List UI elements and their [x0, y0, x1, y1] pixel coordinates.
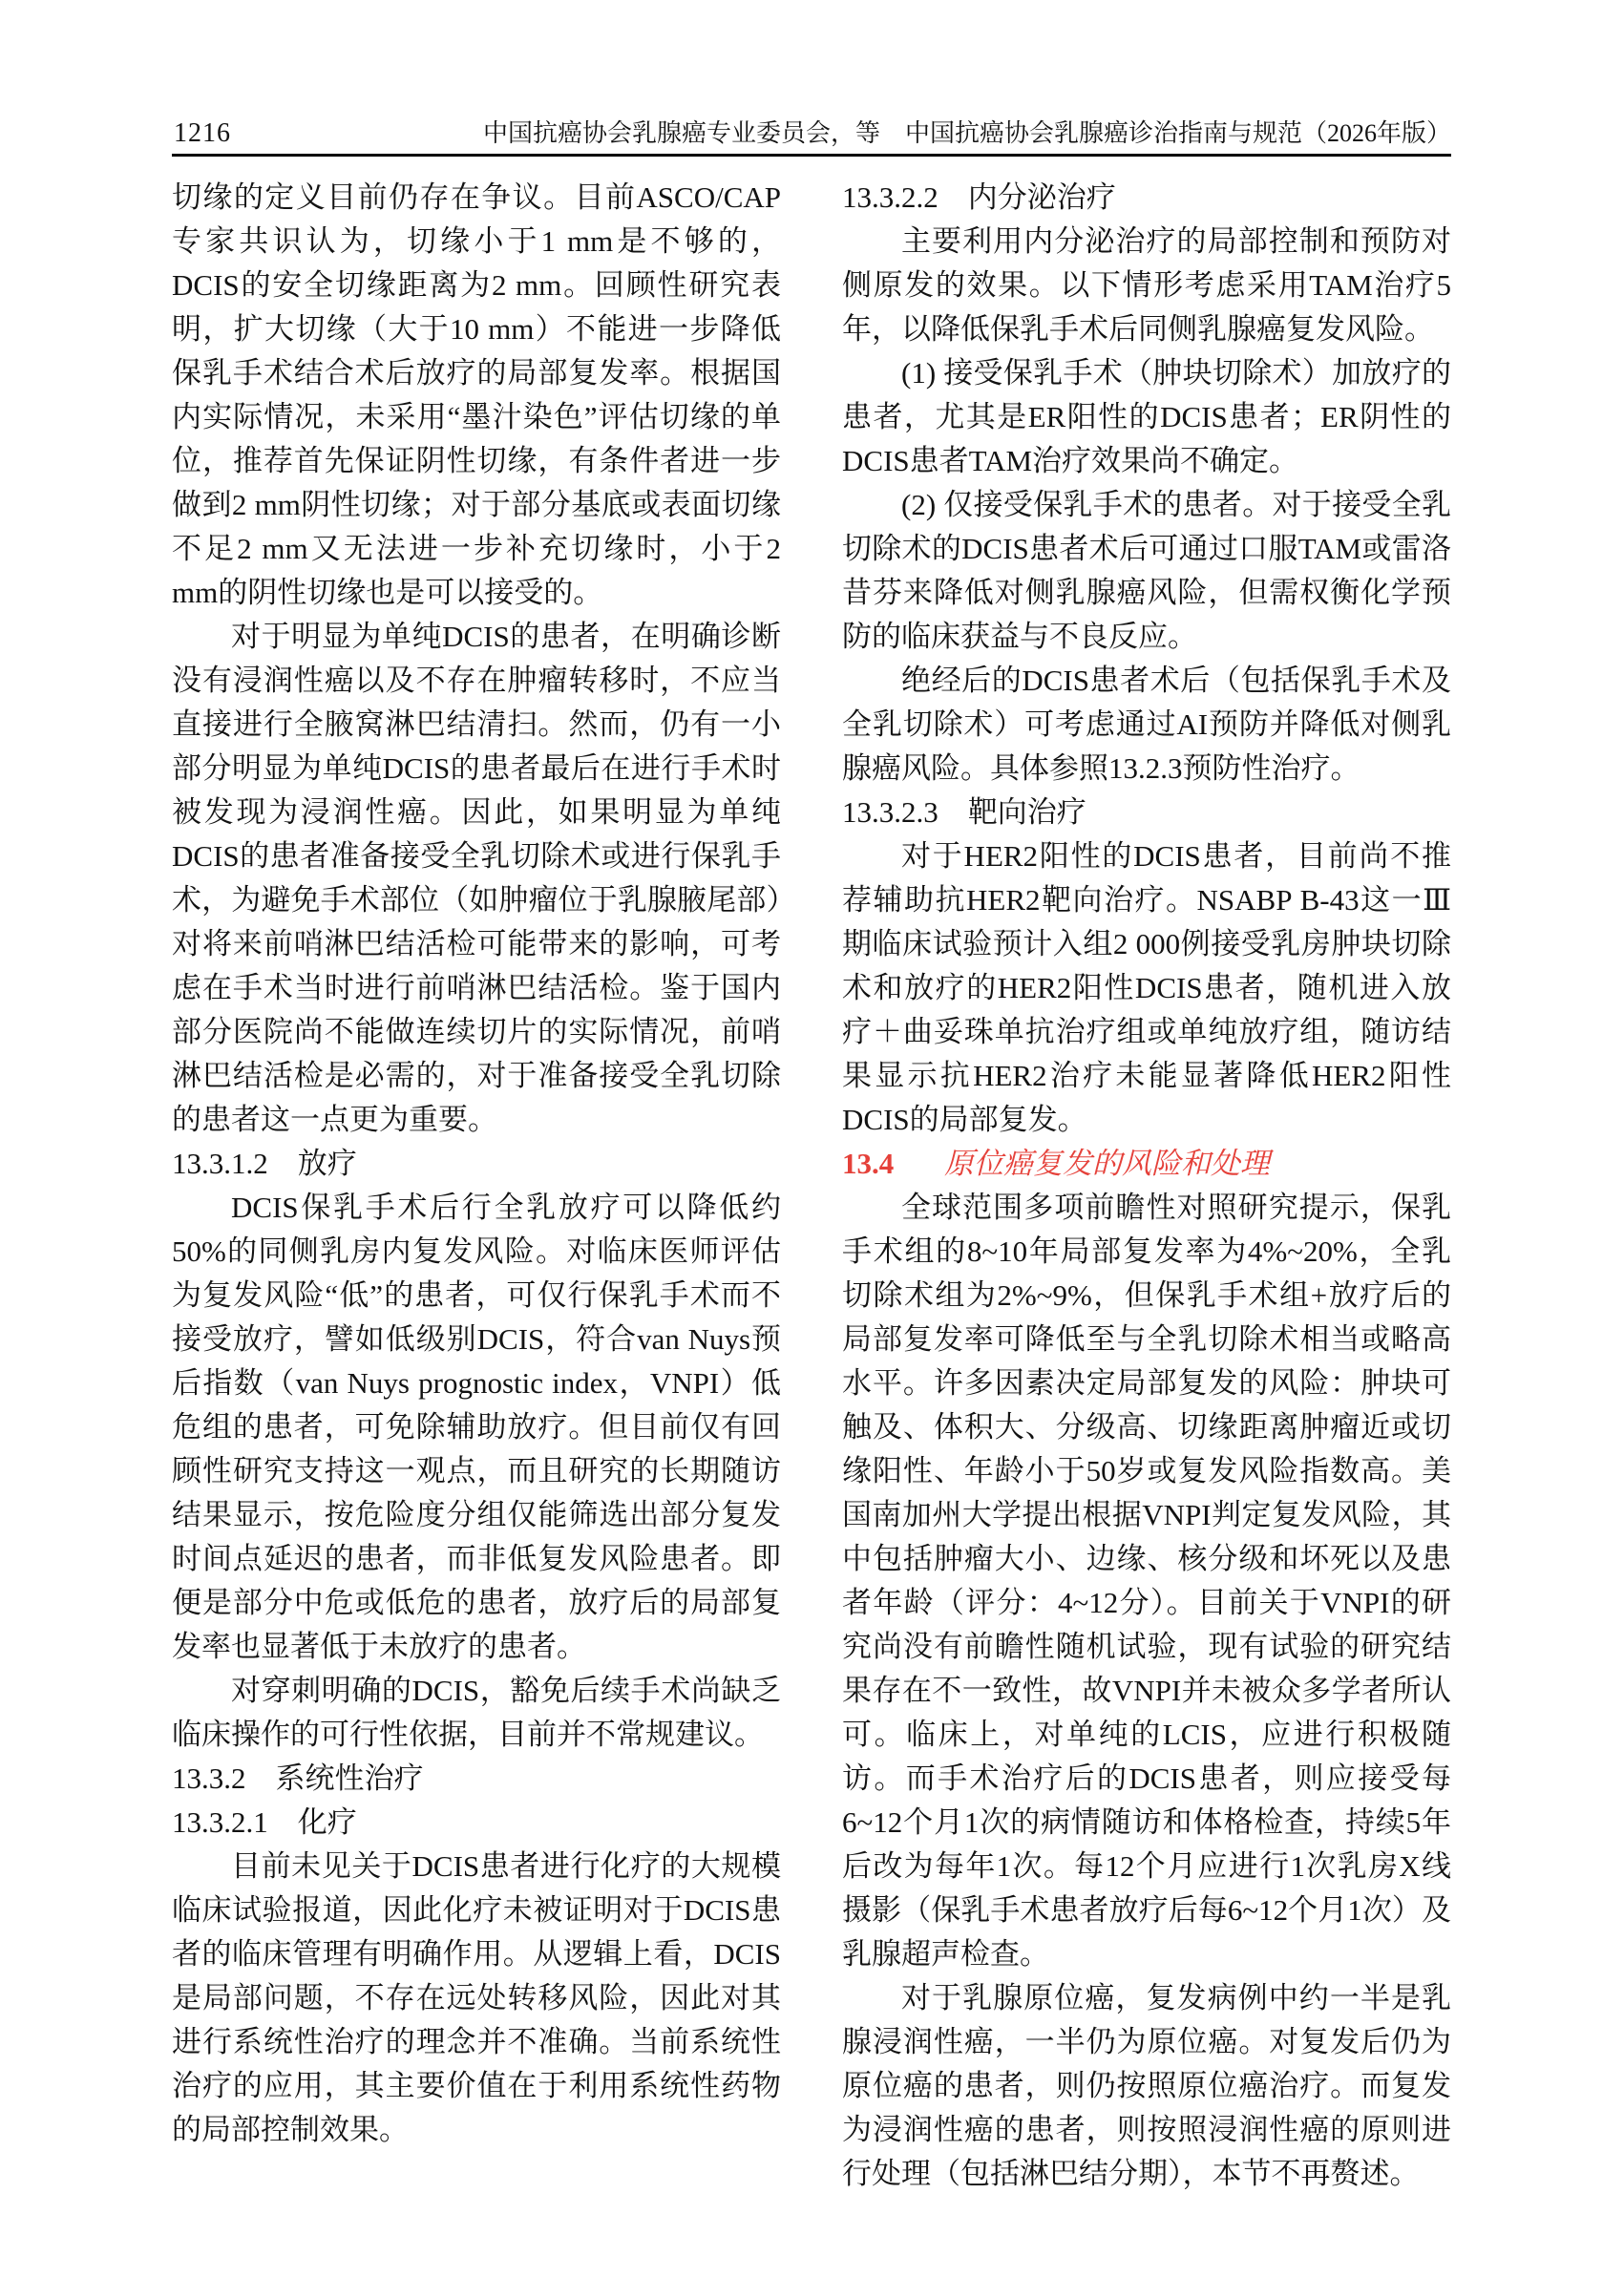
- heading-title: 系统性治疗: [275, 1761, 424, 1795]
- paragraph-her2-targeted-therapy: 对于HER2阳性的DCIS患者，目前尚不推荐辅助抗HER2靶向治疗。NSABP B-43这一Ⅲ期临床试验预计入组2 000例接受乳房肿块切除术和放疗的HER2阳性DCIS患者，随机进入放疗＋曲妥珠单抗治疗组或单纯放疗组，随访结果显示抗HER2治疗未能显著降低HER2阳性DCIS的局部复发。: [842, 839, 1451, 1136]
- heading-number: 13.3.2.1: [172, 1805, 268, 1839]
- running-header: [172, 116, 1451, 153]
- heading-number: 13.3.2.3: [842, 795, 939, 829]
- section-heading-13-3-2-3-targeted-therapy: [842, 791, 1451, 834]
- paragraph-postmenopausal-ai: 绝经后的DCIS患者术后（包括保乳手术及全乳切除术）可考虑通过AI预防并降低对侧乳腺癌风险。具体参照13.2.3预防性治疗。: [842, 664, 1451, 785]
- paragraph-endocrine-overview: 主要利用内分泌治疗的局部控制和预防对侧原发的效果。以下情形考虑采用TAM治疗5年，以降低保乳手术后同侧乳腺癌复发风险。: [842, 224, 1451, 346]
- column-left: [172, 176, 781, 2196]
- paragraph-margin-definition: 切缘的定义目前仍存在争议。目前ASCO/CAP专家共识认为，切缘小于1 mm是不够的，DCIS的安全切缘距离为2 mm。回顾性研究表明，扩大切缘（大于10 mm）不能进一步降低保乳手术结合术后放疗的局部复发率。根据国内实际情况，未采用“墨汁染色”评估切缘的单位，推荐首先保证阴性切缘，有条件者进一步做到2 mm阴性切缘；对于部分基底或表面切缘不足2 mm又无法进一步补充切缘时，小于2 mm的阴性切缘也是可以接受的。: [172, 180, 781, 609]
- paragraph-biopsy-confirmed-dcis: 对穿刺明确的DCIS，豁免后续手术尚缺乏临床操作的可行性依据，目前并不常规建议。: [172, 1674, 781, 1751]
- paragraph-chemotherapy-role: 目前未见关于DCIS患者进行化疗的大规模临床试验报道，因此化疗未被证明对于DCIS患者的临床管理有明确作用。从逻辑上看，DCIS是局部问题，不存在远处转移风险，因此对其进行系统性治疗的理念并不准确。当前系统性治疗的应用，其主要价值在于利用系统性药物的局部控制效果。: [172, 1849, 781, 2146]
- heading-title: 化疗: [297, 1805, 357, 1839]
- paragraph-pure-dcis-slnb: 对于明显为单纯DCIS的患者，在明确诊断没有浸润性癌以及不存在肿瘤转移时，不应当直接进行全腋窝淋巴结清扫。然而，仍有一小部分明显为单纯DCIS的患者最后在进行手术时被发现为浸润性癌。因此，如果明显为单纯DCIS的患者准备接受全乳切除术或进行保乳手术，为避免手术部位（如肿瘤位于乳腺腋尾部）对将来前哨淋巴结活检可能带来的影响，可考虑在手术当时进行前哨淋巴结活检。鉴于国内部分医院尚不能做连续切片的实际情况，前哨淋巴结活检是必需的，对于准备接受全乳切除的患者这一点更为重要。: [172, 620, 781, 1136]
- paragraph-radiotherapy-vnpi: DCIS保乳手术后行全乳放疗可以降低约50%的同侧乳房内复发风险。对临床医师评估为复发风险“低”的患者，可仅行保乳手术而不接受放疗，譬如低级别DCIS，符合van Nuys预后指数（van Nuys prognostic index，VNPI）低危组的患者，可免除辅助放疗。但目前仅有回顾性研究支持这一观点，而且研究的长期随访结果显示，按危险度分组仅能筛选出部分复发时间点延迟的患者，而非低复发风险患者。即便是部分中危或低危的患者，放疗后的局部复发率也显著低于未放疗的患者。: [172, 1191, 781, 1663]
- heading-number: 13.4: [842, 1147, 895, 1180]
- running-header-title: 中国抗癌协会乳腺癌专业委员会，等 中国抗癌协会乳腺癌诊治指南与规范（2026年版）: [482, 119, 1451, 147]
- heading-title: 靶向治疗: [967, 795, 1086, 829]
- paragraph-recurrence-rates-vnpi: 全球范围多项前瞻性对照研究提示，保乳手术组的8~10年局部复发率为4%~20%，全乳切除术组为2%~9%，但保乳手术组+放疗后的局部复发率可降低至与全乳切除术相当或略高水平。许多因素决定局部复发的风险：肿块可触及、体积大、分级高、切缘距离肿瘤近或切缘阳性、年龄小于50岁或复发风险指数高。美国南加州大学提出根据VNPI判定复发风险，其中包括肿瘤大小、边缘、核分级和坏死以及患者年龄（评分：4~12分）。目前关于VNPI的研究尚没有前瞻性随机试验，现有试验的研究结果存在不一致性，故VNPI并未被众多学者所认可。临床上，对单纯的LCIS，应进行积极随访。而手术治疗后的DCIS患者，则应接受每6~12个月1次的病情随访和体格检查，持续5年后改为每年1次。每12个月应进行1次乳房X线摄影（保乳手术患者放疗后每6~12个月1次）及乳腺超声检查。: [842, 1191, 1451, 1971]
- section-heading-13-3-2-1-chemotherapy: [172, 1801, 781, 1845]
- heading-number: 13.3.2.2: [842, 180, 939, 214]
- heading-number: 13.3.1.2: [172, 1147, 268, 1180]
- paragraph-item-1-bcs-plus-rt: (1) 接受保乳手术（肿块切除术）加放疗的患者，尤其是ER阳性的DCIS患者；ER阴性的DCIS患者TAM治疗效果尚不确定。: [842, 356, 1451, 477]
- section-heading-13-3-2-systemic-therapy: [172, 1757, 781, 1801]
- heading-number: 13.3.2: [172, 1761, 246, 1795]
- text-columns: [172, 176, 1451, 2196]
- heading-title: 放疗: [297, 1147, 357, 1180]
- section-heading-13-3-1-2-radiotherapy: [172, 1142, 781, 1186]
- heading-title: 原位癌复发的风险和处理: [943, 1147, 1270, 1180]
- heading-title: 内分泌治疗: [967, 180, 1116, 214]
- column-right: [842, 176, 1451, 2196]
- section-heading-13-3-2-2-endocrine-therapy: [842, 176, 1451, 220]
- section-heading-13-4-recurrence-risk: [842, 1142, 1451, 1186]
- paragraph-item-2-bcs-only: (2) 仅接受保乳手术的患者。对于接受全乳切除术的DCIS患者术后可通过口服TAM或雷洛昔芬来降低对侧乳腺癌风险，但需权衡化学预防的临床获益与不良反应。: [842, 488, 1451, 653]
- paragraph-recurrence-management: 对于乳腺原位癌，复发病例中约一半是乳腺浸润性癌，一半仍为原位癌。对复发后仍为原位癌的患者，则仍按照原位癌治疗。而复发为浸润性癌的患者，则按照浸润性癌的原则进行处理（包括淋巴结分期），本节不再赘述。: [842, 1981, 1451, 2190]
- header-rule: [172, 154, 1451, 157]
- page-number: 1216: [174, 118, 231, 148]
